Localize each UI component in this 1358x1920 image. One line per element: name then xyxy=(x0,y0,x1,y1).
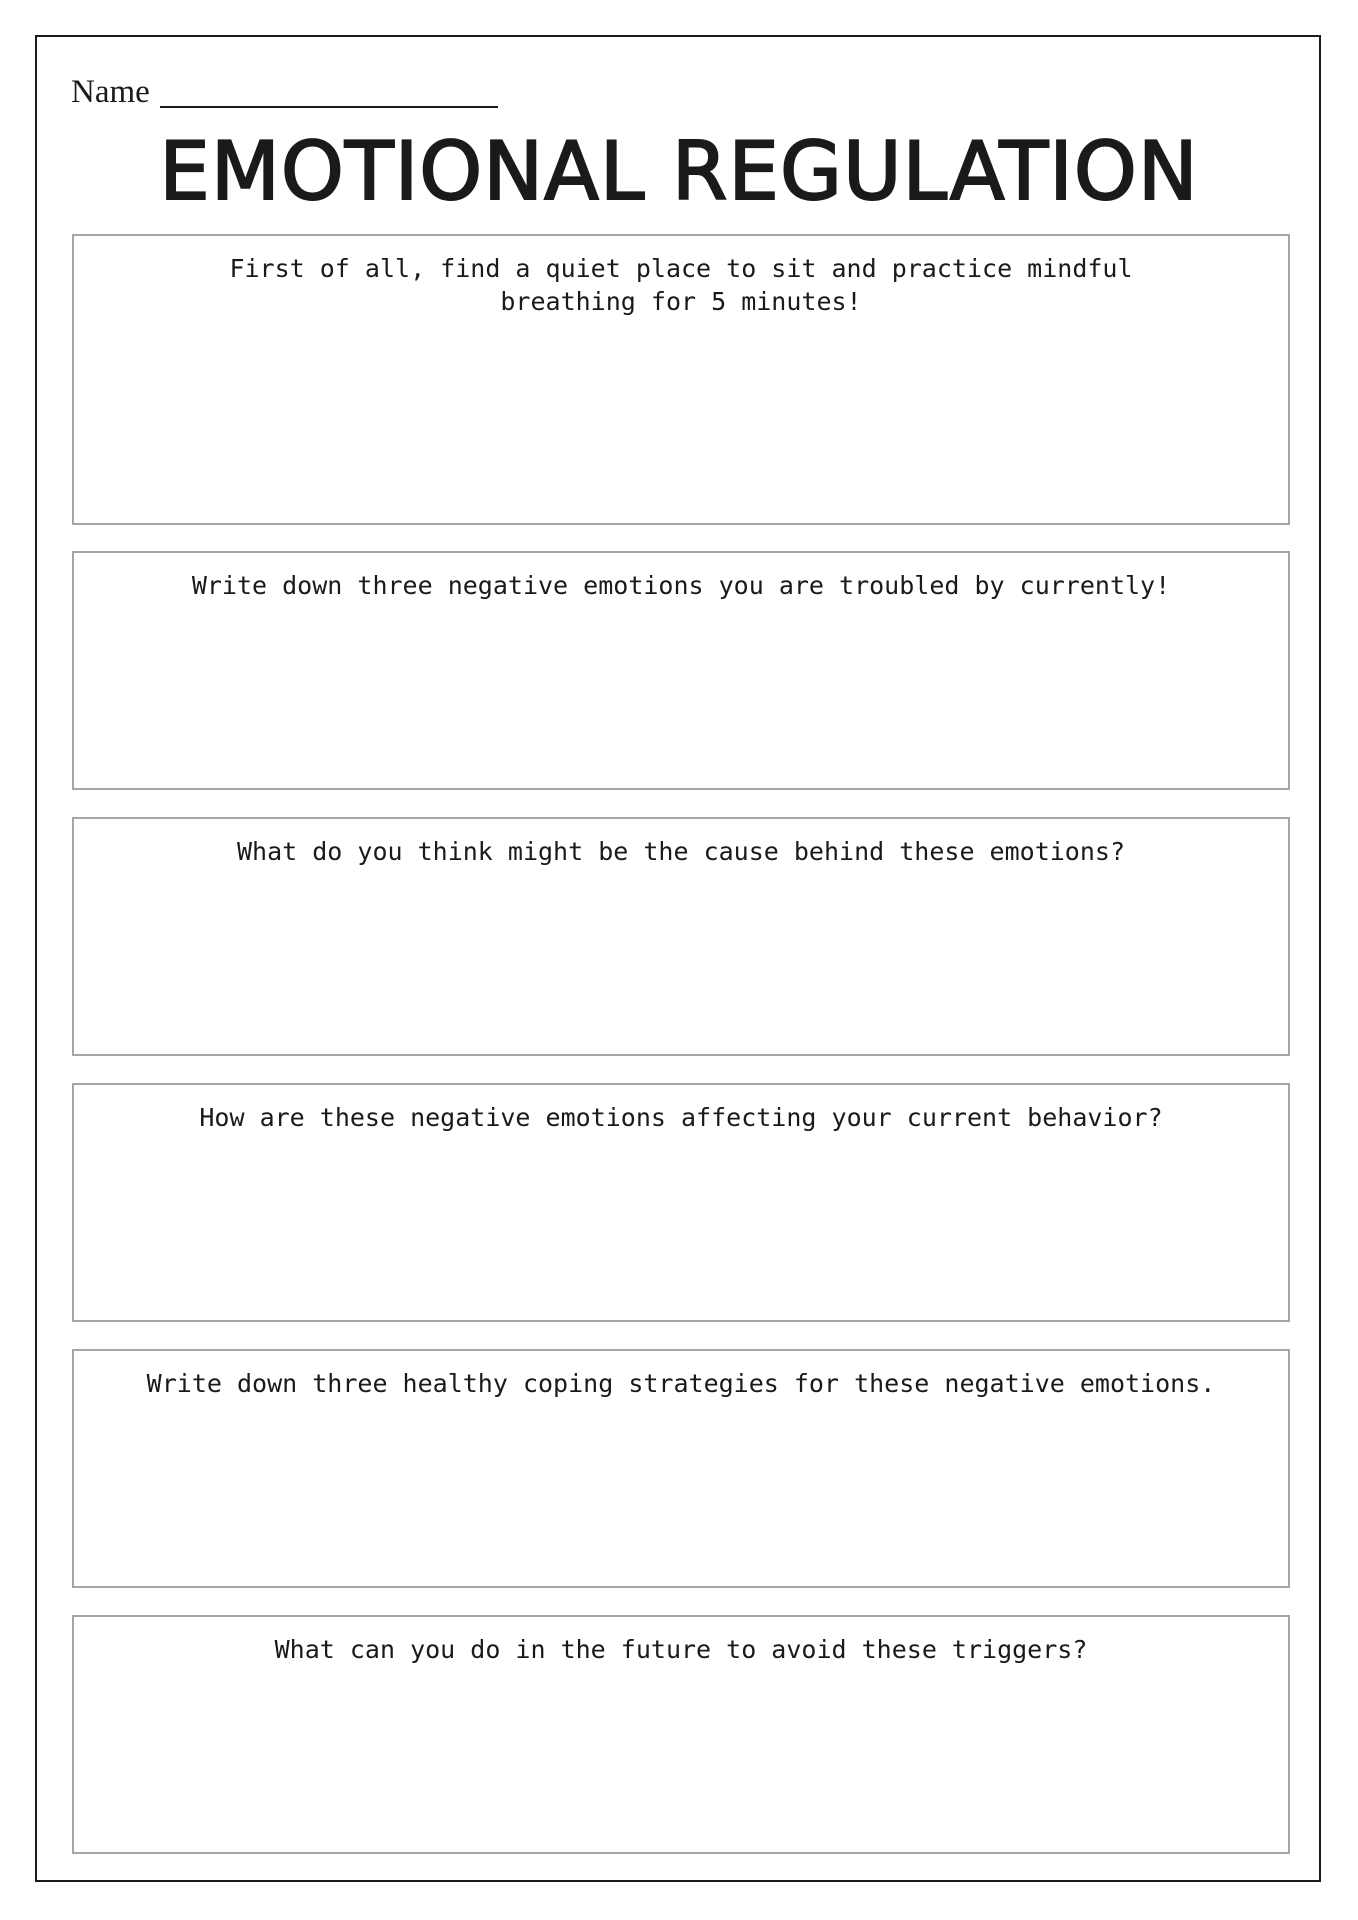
prompt-box-2[interactable] xyxy=(72,551,1290,790)
name-row xyxy=(71,70,498,112)
page-title: EMOTIONAL REGULATION xyxy=(159,125,1199,218)
prompt-text-2: Write down three negative emotions you are troubled by currently! xyxy=(191,571,1171,600)
prompt-text-6: What can you do in the future to avoid these triggers? xyxy=(274,1635,1088,1664)
name-label: Name xyxy=(71,74,150,110)
prompt-box-1[interactable] xyxy=(72,234,1290,525)
prompt-box-3[interactable] xyxy=(72,817,1290,1056)
prompt-text-1: First of all, find a quiet place to sit and practice mindful breathing for 5 minutes! xyxy=(229,254,1133,316)
prompt-box-5[interactable] xyxy=(72,1349,1290,1588)
prompt-text-3: What do you think might be the cause behind these emotions? xyxy=(236,837,1126,866)
name-input-line[interactable] xyxy=(160,70,498,108)
prompt-text-4: How are these negative emotions affecting your current behavior? xyxy=(199,1103,1163,1132)
prompt-box-6[interactable] xyxy=(72,1615,1290,1854)
prompt-text-5: Write down three healthy coping strategies for these negative emotions. xyxy=(146,1369,1216,1398)
prompt-box-4[interactable] xyxy=(72,1083,1290,1322)
